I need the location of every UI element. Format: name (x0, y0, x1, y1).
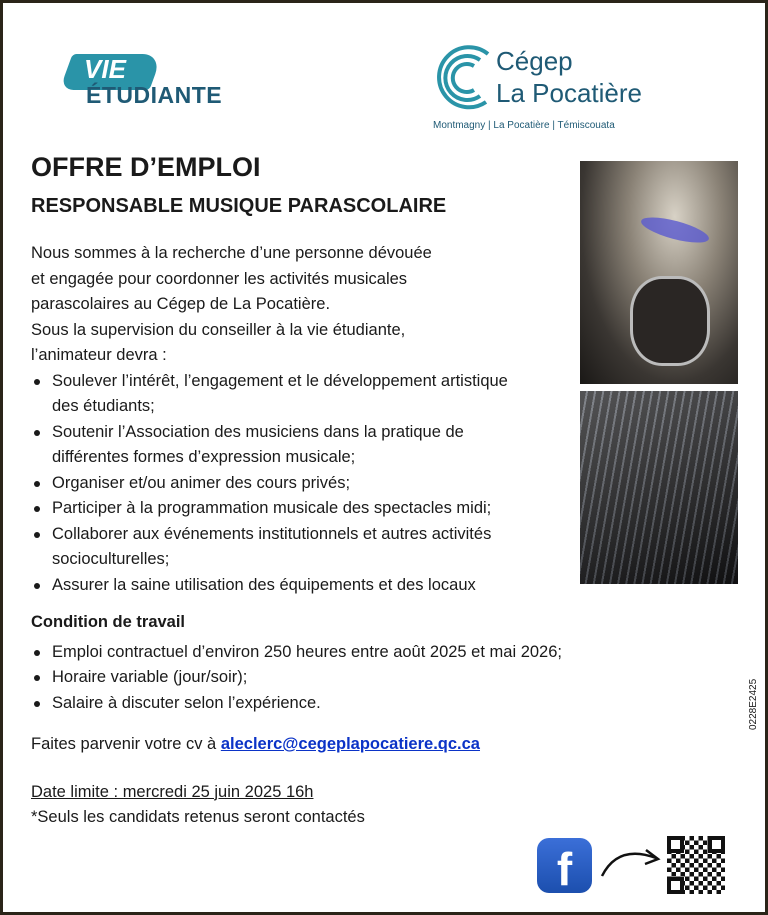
intro-line: et engagée pour coordonner les activités musicales (31, 269, 408, 288)
intro-line: Sous la supervision du conseiller à la vie étudiante, (31, 320, 406, 339)
reference-code: 0228E2425 (748, 678, 759, 730)
duties-list (31, 369, 576, 599)
intro-line: Nous sommes à la recherche d’une personne dévouée (31, 244, 432, 262)
arrow-icon (598, 840, 662, 880)
campuses: Montmagny | La Pocatière | Témiscouata (433, 120, 615, 131)
apply-text: Faites parvenir votre cv à (31, 735, 221, 753)
qr-code[interactable] (667, 836, 725, 894)
list-item: Emploi contractuel d’environ 250 heures entre août 2025 et mai 2026; (31, 640, 731, 666)
deadline: Date limite : mercredi 25 juin 2025 16h (31, 782, 314, 801)
logo-text: ÉTUDIANTE (86, 82, 223, 108)
facebook-icon[interactable]: f (537, 838, 592, 893)
job-title: RESPONSABLE MUSIQUE PARASCOLAIRE (31, 195, 447, 217)
list-item: Organiser et/ou animer des cours privés; (31, 471, 576, 497)
list-item: Participer à la programmation musicale des spectacles midi; (31, 496, 576, 522)
mixing-console-photo (580, 391, 738, 584)
conditions-heading: Condition de travail (31, 613, 186, 631)
vie-etudiante-logo (62, 46, 252, 110)
logo-text: La Pocatière (496, 78, 642, 108)
apply-line (31, 732, 576, 758)
list-item: Salaire à discuter selon l’expérience. (31, 691, 731, 717)
list-item: Soutenir l’Association des musiciens dans la pratique de différentes formes d’expression musicale; (31, 420, 521, 471)
list-item: Horaire variable (jour/soir); (31, 665, 731, 691)
list-item: Collaborer aux événements institutionnels et autres activités socioculturelles; (31, 522, 511, 573)
list-item: Soulever l’intérêt, l’engagement et le développement artistique des étudiants; (31, 369, 531, 420)
drum-kit-photo (580, 161, 738, 384)
logo-text: VIE (84, 54, 126, 84)
intro-line: parascolaires au Cégep de La Pocatière. (31, 295, 331, 313)
list-item: Assurer la saine utilisation des équipements et des locaux (31, 573, 576, 599)
logo-text: Cégep (496, 46, 573, 76)
note: *Seuls les candidats retenus seront contactés (31, 808, 365, 826)
job-description (31, 241, 576, 831)
page-title: OFFRE D’EMPLOI (31, 152, 261, 182)
email-link[interactable]: aleclerc@cegeplapocatiere.qc.ca (220, 735, 480, 753)
conditions-list (31, 640, 731, 717)
cegep-logo (430, 42, 670, 137)
intro-line: l’animateur devra : (31, 346, 167, 364)
